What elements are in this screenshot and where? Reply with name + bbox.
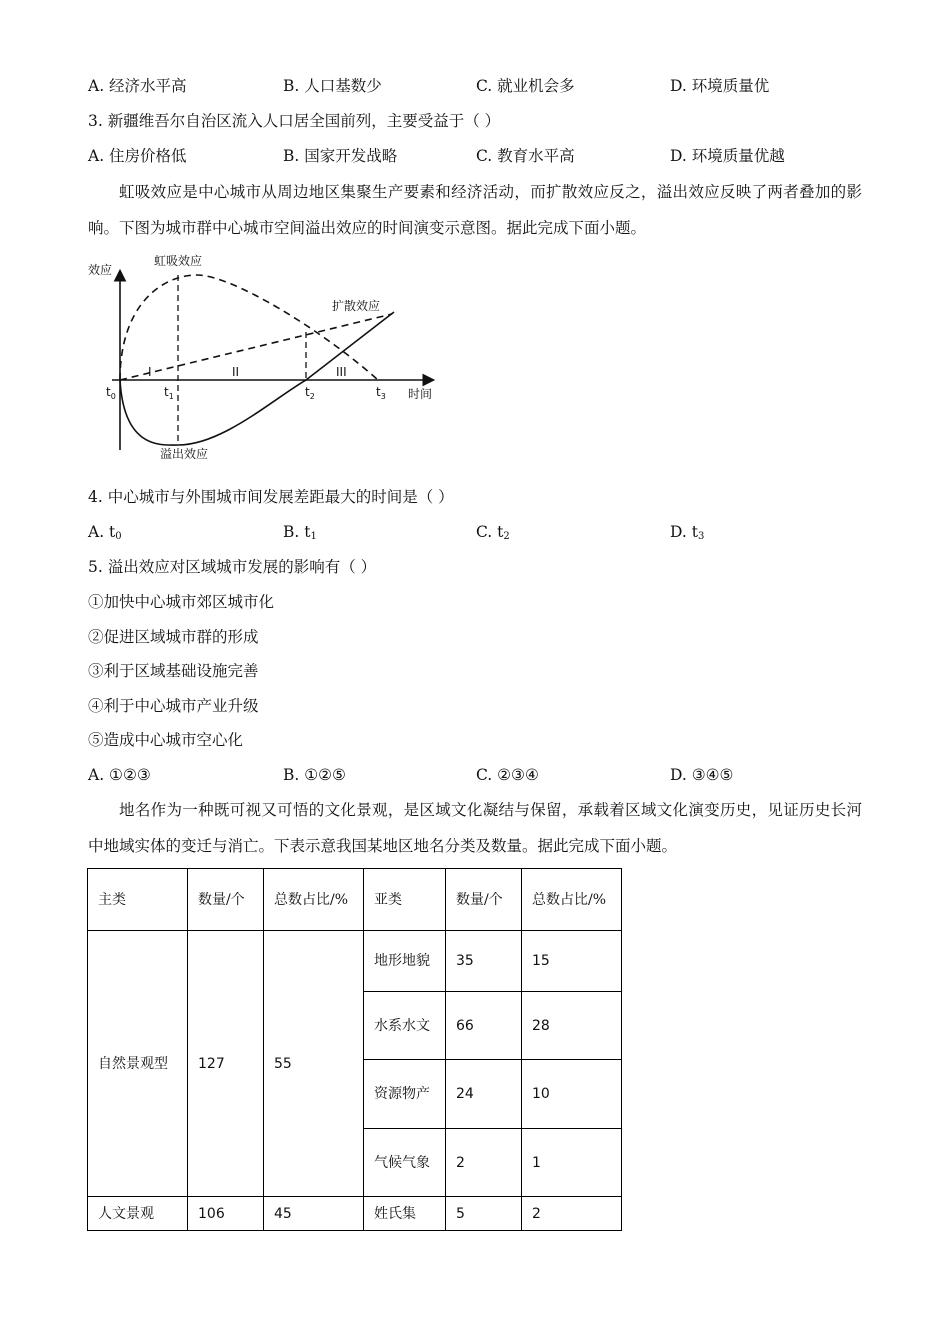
stage-3-label: III [336,365,347,379]
place-name-table [87,868,622,1231]
y-axis-label: 效应 [88,263,113,277]
header-count: 数量/个 [188,869,264,931]
sub-type-percent: 10 [522,1060,622,1129]
q4-option-c[interactable]: C. $t_2$ [476,523,510,542]
main-count-natural: 127 [188,931,264,1197]
q5-option-d[interactable]: D. ③④⑤ [670,766,734,784]
t3-label: $t_3$ [376,385,386,401]
sub-type-name: 水系水文 [364,992,446,1060]
q3-option-b[interactable]: B. 国家开发战略 [283,147,398,165]
main-percent-natural: 55 [264,931,364,1197]
q3-stem: 3. 新疆维吾尔自治区流入人口居全国前列，主要受益于（ ） [88,112,501,130]
sub-type-percent: 28 [522,992,622,1060]
sub-type-count: 66 [446,992,522,1060]
q2-options [88,75,868,97]
sub-type-count: 24 [446,1060,522,1129]
q4-option-b[interactable]: B. $t_1$ [283,523,317,542]
stage-2-label: II [232,365,240,379]
header-sub-count: 数量/个 [446,869,522,931]
q4-stem: 4. 中心城市与外围城市间发展差距最大的时间是（ ） [88,488,454,506]
intro-paragraph-1: 虹吸效应是中心城市从周边地区集聚生产要素和经济活动，而扩散效应反之，溢出效应反映了两者叠加的影响。下图为城市群中心城市空间溢出效应的时间演变示意图。据此完成下面小题。 [88,183,862,237]
siphon-effect-label: 虹吸效应 [154,254,203,268]
sub-type-percent: 1 [522,1129,622,1197]
t2-label: $t_2$ [305,385,315,401]
q4-option-d[interactable]: D. $t_3$ [670,523,705,542]
q2-option-c[interactable]: C. 就业机会多 [476,77,575,95]
header-main-type: 主类 [88,869,188,931]
q5-item-2: ②促进区域城市群的形成 [88,628,259,646]
sub-type-percent: 2 [522,1197,622,1231]
sub-type-name: 资源物产 [364,1060,446,1129]
q5-option-c[interactable]: C. ②③④ [476,766,539,784]
sub-type-name: 姓氏集 [364,1197,446,1231]
q5-item-4: ④利于中心城市产业升级 [88,697,259,715]
q5-stem: 5. 溢出效应对区域城市发展的影响有（ ） [88,558,377,576]
q3-options [88,145,868,167]
q2-option-a[interactable]: A. 经济水平高 [88,77,187,95]
q4-options [88,521,868,543]
sub-type-percent: 15 [522,931,622,992]
header-sub-percent: 总数占比/% [522,869,622,931]
q5-item-1: ①加快中心城市郊区城市化 [88,593,275,611]
t0-label: $t_0$ [106,385,116,401]
table-row [88,1197,622,1231]
sub-type-name: 地形地貌 [364,931,446,992]
q5-option-b[interactable]: B. ①②⑤ [283,766,346,784]
q3-option-c[interactable]: C. 教育水平高 [476,147,575,165]
spillover-effect-label: 溢出效应 [160,447,209,461]
diffusion-effect-label: 扩散效应 [332,299,381,313]
q3-option-a[interactable]: A. 住房价格低 [88,147,187,165]
q5-option-a[interactable]: A. ①②③ [88,766,151,784]
spillover-effect-diagram [82,250,452,465]
x-axis-label: 时间 [408,387,433,401]
sub-type-count: 2 [446,1129,522,1197]
table-header-row [88,869,622,931]
t1-label: $t_1$ [164,385,174,401]
q5-options [88,764,868,786]
q2-option-d[interactable]: D. 环境质量优 [670,77,770,95]
sub-type-name: 气候气象 [364,1129,446,1197]
q3-option-d[interactable]: D. 环境质量优越 [670,147,785,165]
q2-option-b[interactable]: B. 人口基数少 [283,77,382,95]
main-type-natural: 自然景观型 [88,931,188,1197]
main-type-human: 人文景观 [88,1197,188,1231]
sub-type-count: 35 [446,931,522,992]
main-percent-human: 45 [264,1197,364,1231]
q5-item-5: ⑤造成中心城市空心化 [88,731,244,749]
header-percent: 总数占比/% [264,869,364,931]
q4-option-a[interactable]: A. $t_0$ [88,523,122,542]
main-count-human: 106 [188,1197,264,1231]
diffusion-effect-line [120,314,392,380]
stage-1-label: I [148,365,152,379]
q5-item-3: ③利于区域基础设施完善 [88,662,259,680]
table-row [88,931,622,992]
intro-paragraph-2: 地名作为一种既可视又可悟的文化景观，是区域文化凝结与保留，承载着区域文化演变历史，见证历史长河中地域实体的变迁与消亡。下表示意我国某地区地名分类及数量。据此完成下面小题。 [88,801,862,855]
sub-type-count: 5 [446,1197,522,1231]
header-sub-type: 亚类 [364,869,446,931]
spillover-effect-curve [120,312,394,445]
